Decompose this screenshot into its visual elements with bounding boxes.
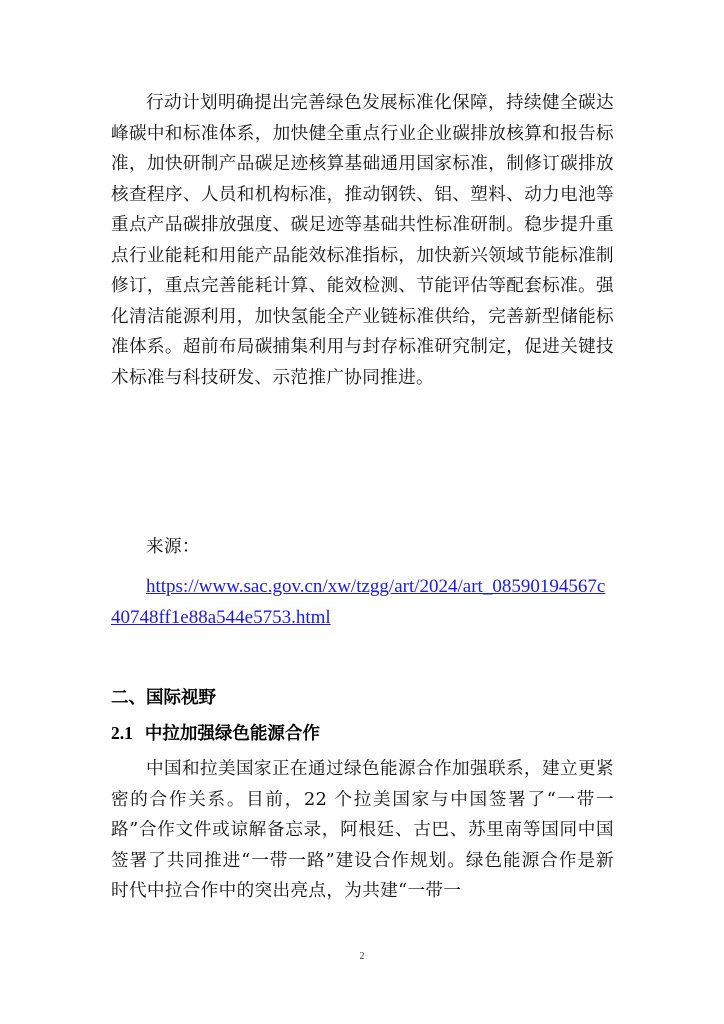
section-heading: 二、国际视野 (111, 688, 216, 708)
subsection-heading (111, 720, 320, 747)
subsection-title: 中拉加强绿色能源合作 (144, 724, 320, 744)
subsection-number: 2.1 (111, 723, 133, 743)
page-number: 2 (359, 951, 365, 962)
source-label: 来源： (146, 537, 200, 557)
source-link[interactable]: https://www.sac.gov.cn/xw/tzgg/art/2024/art_08590194567c40748ff1e88a544e5753.html (111, 576, 606, 628)
source-link-block (111, 572, 614, 633)
paragraph-china-latam: 中国和拉美国家正在通过绿色能源合作加强联系，建立更紧密的合作关系。目前，22 个拉美国家与中国签署了“一带一路”合作文件或谅解备忘录，阿根廷、古巴、苏里南等国同中国签署了共同推进“一带一路”建设合作规划。绿色能源合作是新时代中拉合作中的突出亮点，为共建“一带一 (111, 759, 614, 901)
paragraph-action-plan: 行动计划明确提出完善绿色发展标准化保障，持续健全碳达峰碳中和标准体系，加快健全重点行业企业碳排放核算和报告标准，加快研制产品碳足迹核算基础通用国家标准，制修订碳排放核查程序、人员和机构标准，推动钢铁、铝、塑料、动力电池等重点产品碳排放强度、碳足迹等基础共性标准研制。稳步提升重点行业能耗和用能产品能效标准指标，加快新兴领域节能标准制修订，重点完善能耗计算、能效检测、节能评估等配套标准。强化清洁能源利用，加快氢能全产业链标准供给，完善新型储能标准体系。超前布局碳捕集利用与封存标准研究制定，促进关键技术标准与科技研发、示范推广协同推进。 (111, 93, 614, 388)
